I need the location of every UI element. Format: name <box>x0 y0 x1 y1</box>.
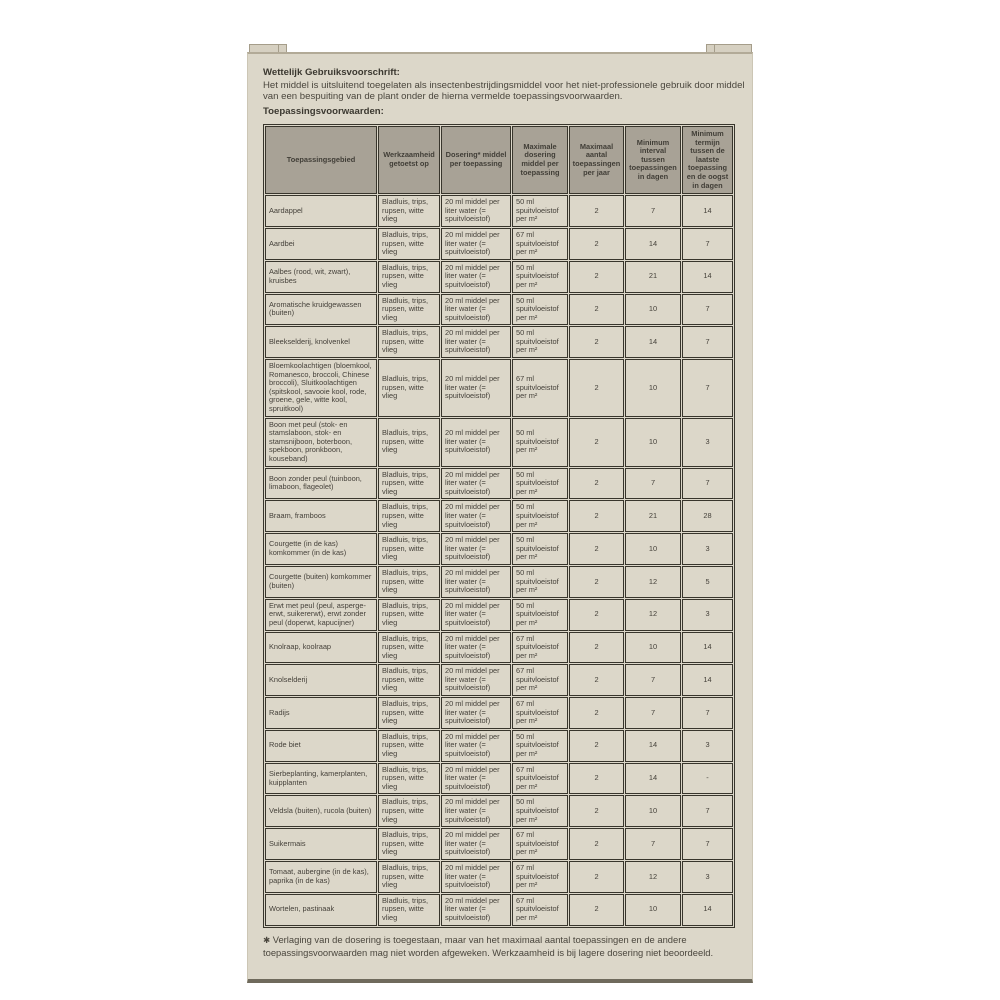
cell-min_termijn: 14 <box>682 664 733 696</box>
cell-min_interval: 10 <box>625 795 681 827</box>
cell-min_interval: 7 <box>625 468 681 500</box>
cell-gebied: Bloemkoolachtigen (bloemkool, Romanesco, broccoli, Chinese broccoli), Sluitkoolachtigen (spitskool, savooie kool, rode, groene, gele, witte kool, spruitkool) <box>265 359 377 417</box>
cell-min_interval: 7 <box>625 828 681 860</box>
cell-werkzaamheid: Bladluis, trips, rupsen, witte vlieg <box>378 664 440 696</box>
cell-max_per_jaar: 2 <box>569 664 624 696</box>
cell-gebied: Erwt met peul (peul, asperge-erwt, suikererwt), erwt zonder peul (doperwt, kapucijner) <box>265 599 377 631</box>
cell-max_dosering: 67 ml spuitvloeistof per m² <box>512 632 568 664</box>
cell-dosering: 20 ml middel per liter water (= spuitvloeistof) <box>441 294 511 326</box>
table-row <box>265 763 733 795</box>
cell-max_per_jaar: 2 <box>569 468 624 500</box>
cell-max_dosering: 50 ml spuitvloeistof per m² <box>512 418 568 467</box>
cell-max_per_jaar: 2 <box>569 894 624 926</box>
cell-gebied: Boon met peul (stok- en stamslaboon, stok- en stamsnijboon, boterboon, spekboon, pronkboon, kouseband) <box>265 418 377 467</box>
table-row <box>265 599 733 631</box>
cell-min_interval: 10 <box>625 894 681 926</box>
cell-werkzaamheid: Bladluis, trips, rupsen, witte vlieg <box>378 228 440 260</box>
table-row <box>265 566 733 598</box>
cell-gebied: Aardbei <box>265 228 377 260</box>
cell-max_per_jaar: 2 <box>569 697 624 729</box>
cell-max_dosering: 50 ml spuitvloeistof per m² <box>512 294 568 326</box>
cell-dosering: 20 ml middel per liter water (= spuitvloeistof) <box>441 730 511 762</box>
cell-min_interval: 14 <box>625 326 681 358</box>
usage-table <box>263 124 735 928</box>
cell-min_interval: 7 <box>625 195 681 227</box>
cell-max_per_jaar: 2 <box>569 418 624 467</box>
cell-dosering: 20 ml middel per liter water (= spuitvloeistof) <box>441 326 511 358</box>
cell-max_per_jaar: 2 <box>569 500 624 532</box>
cell-werkzaamheid: Bladluis, trips, rupsen, witte vlieg <box>378 763 440 795</box>
cell-min_termijn: 7 <box>682 795 733 827</box>
cell-max_per_jaar: 2 <box>569 533 624 565</box>
cell-dosering: 20 ml middel per liter water (= spuitvloeistof) <box>441 599 511 631</box>
cell-max_dosering: 50 ml spuitvloeistof per m² <box>512 730 568 762</box>
table-row <box>265 632 733 664</box>
cell-max_dosering: 50 ml spuitvloeistof per m² <box>512 195 568 227</box>
cell-werkzaamheid: Bladluis, trips, rupsen, witte vlieg <box>378 697 440 729</box>
table-row <box>265 195 733 227</box>
cell-gebied: Aalbes (rood, wit, zwart), kruisbes <box>265 261 377 293</box>
footnote-asterisk-marker: ✱ <box>263 935 271 946</box>
cell-min_termijn: 7 <box>682 697 733 729</box>
cell-max_per_jaar: 2 <box>569 795 624 827</box>
cell-max_per_jaar: 2 <box>569 326 624 358</box>
cell-dosering: 20 ml middel per liter water (= spuitvloeistof) <box>441 697 511 729</box>
cell-dosering: 20 ml middel per liter water (= spuitvloeistof) <box>441 828 511 860</box>
cell-min_interval: 14 <box>625 730 681 762</box>
cell-min_termijn: 28 <box>682 500 733 532</box>
cell-min_interval: 10 <box>625 359 681 417</box>
cell-gebied: Courgette (buiten) komkommer (buiten) <box>265 566 377 598</box>
cell-gebied: Veldsla (buiten), rucola (buiten) <box>265 795 377 827</box>
cell-dosering: 20 ml middel per liter water (= spuitvloeistof) <box>441 533 511 565</box>
cell-max_dosering: 67 ml spuitvloeistof per m² <box>512 861 568 893</box>
cell-werkzaamheid: Bladluis, trips, rupsen, witte vlieg <box>378 359 440 417</box>
table-row <box>265 730 733 762</box>
cell-max_dosering: 50 ml spuitvloeistof per m² <box>512 500 568 532</box>
cell-min_termijn: 3 <box>682 861 733 893</box>
cell-max_dosering: 67 ml spuitvloeistof per m² <box>512 828 568 860</box>
cell-max_dosering: 50 ml spuitvloeistof per m² <box>512 533 568 565</box>
legal-usage-title: Wettelijk Gebruiksvoorschrift: <box>263 67 400 78</box>
table-row <box>265 664 733 696</box>
cell-max_per_jaar: 2 <box>569 359 624 417</box>
table-row <box>265 294 733 326</box>
table-row <box>265 359 733 417</box>
cell-min_termijn: 7 <box>682 228 733 260</box>
table-row <box>265 261 733 293</box>
cell-max_dosering: 50 ml spuitvloeistof per m² <box>512 566 568 598</box>
cell-werkzaamheid: Bladluis, trips, rupsen, witte vlieg <box>378 533 440 565</box>
cell-max_per_jaar: 2 <box>569 599 624 631</box>
cell-min_termijn: 3 <box>682 730 733 762</box>
cell-gebied: Knolselderij <box>265 664 377 696</box>
cell-max_per_jaar: 2 <box>569 861 624 893</box>
cell-min_termijn: 7 <box>682 359 733 417</box>
cell-gebied: Wortelen, pastinaak <box>265 894 377 926</box>
column-header: Minimum interval tussen toepassingen in dagen <box>625 126 681 194</box>
cell-max_per_jaar: 2 <box>569 730 624 762</box>
cell-max_dosering: 67 ml spuitvloeistof per m² <box>512 664 568 696</box>
cell-dosering: 20 ml middel per liter water (= spuitvloeistof) <box>441 228 511 260</box>
cell-werkzaamheid: Bladluis, trips, rupsen, witte vlieg <box>378 261 440 293</box>
cell-min_termijn: 7 <box>682 468 733 500</box>
cell-dosering: 20 ml middel per liter water (= spuitvloeistof) <box>441 795 511 827</box>
cell-max_per_jaar: 2 <box>569 228 624 260</box>
cell-min_termijn: 3 <box>682 418 733 467</box>
column-header: Toepassingsgebied <box>265 126 377 194</box>
cell-werkzaamheid: Bladluis, trips, rupsen, witte vlieg <box>378 894 440 926</box>
cell-dosering: 20 ml middel per liter water (= spuitvloeistof) <box>441 418 511 467</box>
cell-min_interval: 7 <box>625 664 681 696</box>
cell-dosering: 20 ml middel per liter water (= spuitvloeistof) <box>441 195 511 227</box>
cell-max_per_jaar: 2 <box>569 566 624 598</box>
footnote-text: Verlaging van de dosering is toegestaan, maar van het maximaal aantal toepassingen en de andere toepassingsvoorwaarden mag niet worden afgeweken. Werkzaamheid is bij lagere dosering niet beoordeeld. <box>263 933 714 958</box>
cell-min_termijn: 14 <box>682 632 733 664</box>
table-row <box>265 228 733 260</box>
cell-max_per_jaar: 2 <box>569 828 624 860</box>
cell-max_per_jaar: 2 <box>569 261 624 293</box>
cell-gebied: Aromatische kruidgewassen (buiten) <box>265 294 377 326</box>
cell-max_dosering: 67 ml spuitvloeistof per m² <box>512 763 568 795</box>
cell-min_interval: 21 <box>625 261 681 293</box>
cell-werkzaamheid: Bladluis, trips, rupsen, witte vlieg <box>378 599 440 631</box>
cell-max_dosering: 67 ml spuitvloeistof per m² <box>512 359 568 417</box>
cell-max_dosering: 50 ml spuitvloeistof per m² <box>512 599 568 631</box>
column-header: Maximaal aantal toepassingen per jaar <box>569 126 624 194</box>
cell-werkzaamheid: Bladluis, trips, rupsen, witte vlieg <box>378 294 440 326</box>
cell-min_interval: 10 <box>625 533 681 565</box>
cell-dosering: 20 ml middel per liter water (= spuitvloeistof) <box>441 632 511 664</box>
cell-max_dosering: 50 ml spuitvloeistof per m² <box>512 261 568 293</box>
cell-gebied: Rode biet <box>265 730 377 762</box>
cell-min_termijn: 3 <box>682 533 733 565</box>
table-row <box>265 500 733 532</box>
cell-min_interval: 12 <box>625 566 681 598</box>
cell-min_termijn: - <box>682 763 733 795</box>
cell-werkzaamheid: Bladluis, trips, rupsen, witte vlieg <box>378 500 440 532</box>
cell-min_termijn: 7 <box>682 294 733 326</box>
cell-dosering: 20 ml middel per liter water (= spuitvloeistof) <box>441 566 511 598</box>
table-row <box>265 326 733 358</box>
cell-min_interval: 12 <box>625 861 681 893</box>
cell-dosering: 20 ml middel per liter water (= spuitvloeistof) <box>441 500 511 532</box>
cell-gebied: Sierbeplanting, kamerplanten, kuipplanten <box>265 763 377 795</box>
cell-min_termijn: 14 <box>682 261 733 293</box>
table-row <box>265 468 733 500</box>
table-row <box>265 894 733 926</box>
cell-min_interval: 14 <box>625 228 681 260</box>
column-header: Maximale dosering middel per toepassing <box>512 126 568 194</box>
cell-werkzaamheid: Bladluis, trips, rupsen, witte vlieg <box>378 566 440 598</box>
cell-dosering: 20 ml middel per liter water (= spuitvloeistof) <box>441 664 511 696</box>
cell-min_termijn: 14 <box>682 894 733 926</box>
cell-min_termijn: 3 <box>682 599 733 631</box>
cell-werkzaamheid: Bladluis, trips, rupsen, witte vlieg <box>378 632 440 664</box>
table-row <box>265 828 733 860</box>
column-header: Dosering* middel per toepassing <box>441 126 511 194</box>
cell-gebied: Tomaat, aubergine (in de kas), paprika (in de kas) <box>265 861 377 893</box>
cell-min_termijn: 14 <box>682 195 733 227</box>
cell-dosering: 20 ml middel per liter water (= spuitvloeistof) <box>441 861 511 893</box>
table-row <box>265 533 733 565</box>
cell-min_interval: 10 <box>625 632 681 664</box>
cell-werkzaamheid: Bladluis, trips, rupsen, witte vlieg <box>378 828 440 860</box>
table-header-row <box>265 126 733 194</box>
cell-max_dosering: 67 ml spuitvloeistof per m² <box>512 228 568 260</box>
dosage-footnote <box>263 934 749 958</box>
cell-min_interval: 10 <box>625 294 681 326</box>
cell-dosering: 20 ml middel per liter water (= spuitvloeistof) <box>441 359 511 417</box>
cell-gebied: Braam, framboos <box>265 500 377 532</box>
cell-max_dosering: 50 ml spuitvloeistof per m² <box>512 795 568 827</box>
table-row <box>265 697 733 729</box>
cell-min_interval: 12 <box>625 599 681 631</box>
cell-dosering: 20 ml middel per liter water (= spuitvloeistof) <box>441 468 511 500</box>
cell-werkzaamheid: Bladluis, trips, rupsen, witte vlieg <box>378 195 440 227</box>
cell-max_per_jaar: 2 <box>569 763 624 795</box>
cell-min_termijn: 7 <box>682 828 733 860</box>
cell-max_dosering: 67 ml spuitvloeistof per m² <box>512 697 568 729</box>
cell-min_termijn: 7 <box>682 326 733 358</box>
cell-werkzaamheid: Bladluis, trips, rupsen, witte vlieg <box>378 468 440 500</box>
cell-min_termijn: 5 <box>682 566 733 598</box>
cell-max_per_jaar: 2 <box>569 632 624 664</box>
cell-gebied: Courgette (in de kas) komkommer (in de kas) <box>265 533 377 565</box>
cell-min_interval: 7 <box>625 697 681 729</box>
cell-max_per_jaar: 2 <box>569 195 624 227</box>
cell-min_interval: 14 <box>625 763 681 795</box>
cell-max_dosering: 50 ml spuitvloeistof per m² <box>512 468 568 500</box>
cell-gebied: Boon zonder peul (tuinboon, limaboon, flageolet) <box>265 468 377 500</box>
table-body <box>265 195 733 925</box>
cell-werkzaamheid: Bladluis, trips, rupsen, witte vlieg <box>378 861 440 893</box>
table-row <box>265 861 733 893</box>
cell-min_interval: 21 <box>625 500 681 532</box>
cell-gebied: Suikermais <box>265 828 377 860</box>
label-panel <box>247 52 753 983</box>
legal-usage-text: Het middel is uitsluitend toegelaten als insectenbestrijdingsmiddel voor het niet-professionele gebruik door middel van een bespuiting van de plant onder de hierna vermelde toepassingsvoorwaarden. <box>263 79 745 102</box>
cell-dosering: 20 ml middel per liter water (= spuitvloeistof) <box>441 763 511 795</box>
cell-werkzaamheid: Bladluis, trips, rupsen, witte vlieg <box>378 326 440 358</box>
table-row <box>265 418 733 467</box>
cell-max_dosering: 67 ml spuitvloeistof per m² <box>512 894 568 926</box>
cell-werkzaamheid: Bladluis, trips, rupsen, witte vlieg <box>378 418 440 467</box>
conditions-title: Toepassingsvoorwaarden: <box>263 105 384 117</box>
cell-gebied: Knolraap, koolraap <box>265 632 377 664</box>
cell-werkzaamheid: Bladluis, trips, rupsen, witte vlieg <box>378 730 440 762</box>
cell-gebied: Radijs <box>265 697 377 729</box>
cell-werkzaamheid: Bladluis, trips, rupsen, witte vlieg <box>378 795 440 827</box>
cell-gebied: Bleekselderij, knolvenkel <box>265 326 377 358</box>
column-header: Minimum termijn tussen de laatste toepassing en de oogst in dagen <box>682 126 733 194</box>
cell-gebied: Aardappel <box>265 195 377 227</box>
cell-dosering: 20 ml middel per liter water (= spuitvloeistof) <box>441 261 511 293</box>
cell-max_per_jaar: 2 <box>569 294 624 326</box>
cell-dosering: 20 ml middel per liter water (= spuitvloeistof) <box>441 894 511 926</box>
column-header: Werkzaamheid getoetst op <box>378 126 440 194</box>
cell-min_interval: 10 <box>625 418 681 467</box>
table-row <box>265 795 733 827</box>
cell-max_dosering: 50 ml spuitvloeistof per m² <box>512 326 568 358</box>
